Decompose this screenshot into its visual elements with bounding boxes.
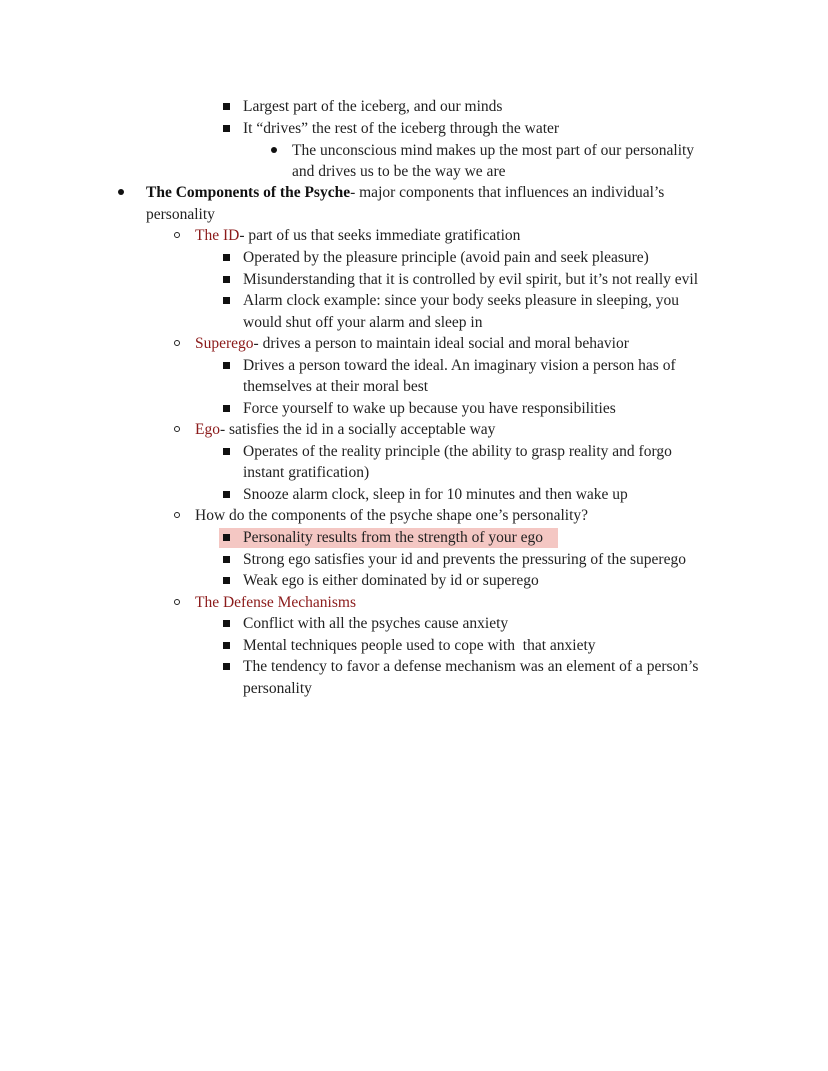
text-line: How do the components of the psyche shape one’s personality? [195,507,589,524]
superego-heading [195,333,629,355]
hollow-bullet-icon [170,419,184,441]
highlighted-text-line: Personality results from the strength of your ego [243,529,544,546]
text-line: The unconscious mind makes up the most part of our personality [292,142,695,159]
components-title: The Components of the Psyche [146,184,351,201]
text-line: Largest part of the iceberg, and our minds [243,98,503,115]
text-line: Strong ego satisfies your id and prevents the pressuring of the superego [243,551,686,568]
text-line: themselves at their moral best [243,378,429,395]
square-bullet-icon [219,118,233,140]
id-desc: - part of us that seeks immediate gratification [239,227,521,244]
text-line: personality [243,680,312,697]
square-bullet-icon [219,484,233,506]
text-line: Alarm clock example: since your body seeks pleasure in sleeping, you [243,292,680,309]
text-line: Mental techniques people used to cope with that anxiety [243,637,596,654]
ego-term: Ego [195,421,220,438]
superego-desc: - drives a person to maintain ideal social and moral behavior [253,335,629,352]
square-bullet-icon [219,549,233,571]
text-line: would shut off your alarm and sleep in [243,314,483,331]
square-bullet-icon [219,247,233,269]
square-bullet-icon [219,290,233,312]
text-line: instant gratification) [243,464,370,481]
superego-term: Superego [195,335,254,352]
hollow-bullet-icon [170,592,184,614]
text-line: Force yourself to wake up because you have responsibilities [243,400,616,417]
text-line: and drives us to be the way we are [292,163,506,180]
text-line: Operates of the reality principle (the ability to grasp reality and forgo [243,443,672,460]
id-term: The ID [195,227,240,244]
square-bullet-icon [219,527,233,549]
square-bullet-icon [219,96,233,118]
square-bullet-icon [219,441,233,463]
id-heading [195,225,520,247]
square-bullet-icon [219,635,233,657]
square-bullet-icon [219,656,233,678]
hollow-bullet-icon [170,505,184,527]
components-heading [146,182,664,204]
text-line: It “drives” the rest of the iceberg through the water [243,120,560,137]
ego-desc: - satisfies the id in a socially acceptable way [219,421,496,438]
square-bullet-icon [219,269,233,291]
square-bullet-icon [219,355,233,377]
text-line: personality [146,206,215,223]
text-line: Weak ego is either dominated by id or superego [243,572,539,589]
square-bullet-icon [219,570,233,592]
text-line: Snooze alarm clock, sleep in for 10 minutes and then wake up [243,486,628,503]
text-line: The tendency to favor a defense mechanism was an element of a person’s [243,658,699,675]
components-desc: - major components that influences an individual’s [350,184,665,201]
hollow-bullet-icon [170,333,184,355]
square-bullet-icon [219,613,233,635]
hollow-bullet-icon [170,225,184,247]
ego-heading [195,419,495,441]
filled-bullet-icon [114,182,128,204]
defense-term: The Defense Mechanisms [195,594,356,611]
text-line: Operated by the pleasure principle (avoid pain and seek pleasure) [243,249,649,266]
text-line: Misunderstanding that it is controlled by evil spirit, but it’s not really evil [243,271,699,288]
square-bullet-icon [219,398,233,420]
filled-bullet-icon [267,140,281,162]
text-line: Conflict with all the psyches cause anxiety [243,615,509,632]
text-line: Drives a person toward the ideal. An imaginary vision a person has of [243,357,676,374]
